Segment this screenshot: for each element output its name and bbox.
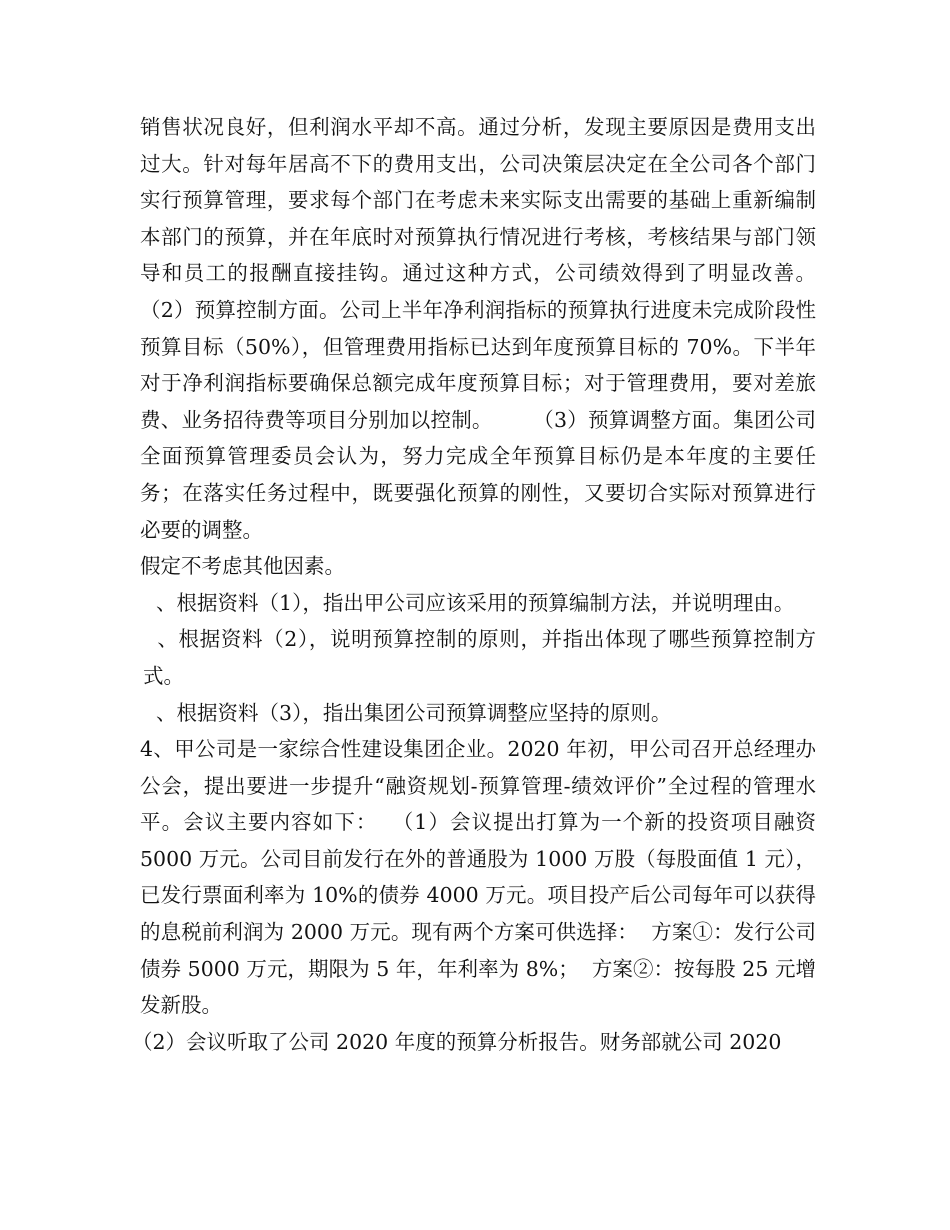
paragraph-budget-report: （2）会议听取了公司 2020 年度的预算分析报告。财务部就公司 2020 <box>132 1029 782 1054</box>
question-3: 、根据资料（3），指出集团公司预算调整应坚持的原则。 <box>143 700 672 725</box>
paragraph-case-4: 4、甲公司是一家综合性建设集团企业。2020 年初，甲公司召开总经理办公会，提出要进一步提升“融资规划-预算管理-绩效评价”全过程的管理水平。会议主要内容如下： （1）会议提出打算为一个新的投资项目融资 5000 万元。公司目前发行在外的普通股为 1000 万股（每股面值 1 元），已发行票面利率为 10%的债券 4000 万元。项目投产后公司每年可以获得的息税前利润为 2000 万元。现有两个方案可供选择： 方案①：发行公司债券 5000 万元，期限为 5 年，年利率为 8%； 方案②：按每股 25 元增发新股。 <box>140 737 823 1018</box>
paragraph-assumption: 假定不考虑其他因素。 <box>140 554 345 579</box>
document-body <box>132 109 856 1060</box>
paragraph-case-background: 销售状况良好，但利润水平却不高。通过分析，发现主要原因是费用支出过大。针对每年居高不下的费用支出，公司决策层决定在全公司各个部门实行预算管理，要求每个部门在考虑未来实际支出需要的基础上重新编制本部门的预算，并在年底时对预算执行情况进行考核，考核结果与部门领导和员工的报酬直接挂钩。通过这种方式，公司绩效得到了明显改善。 （2）预算控制方面。公司上半年净利润指标的预算执行进度未完成阶段性预算目标（50%），但管理费用指标已达到年度预算目标的 70%。下半年对于净利润指标要确保总额完成年度预算目标；对于管理费用，要对差旅费、业务招待费等项目分别加以控制。 （3）预算调整方面。集团公司全面预算管理委员会认为，努力完成全年预算目标仍是本年度的主要任务；在落实任务过程中，既要强化预算的刚性，又要切合实际对预算进行必要的调整。 <box>140 115 856 542</box>
question-2: 、根据资料（2），说明预算控制的原则，并指出体现了哪些预算控制方式。 <box>143 627 816 688</box>
question-1: 、根据资料（1），指出甲公司应该采用的预算编制方法，并说明理由。 <box>143 590 795 615</box>
